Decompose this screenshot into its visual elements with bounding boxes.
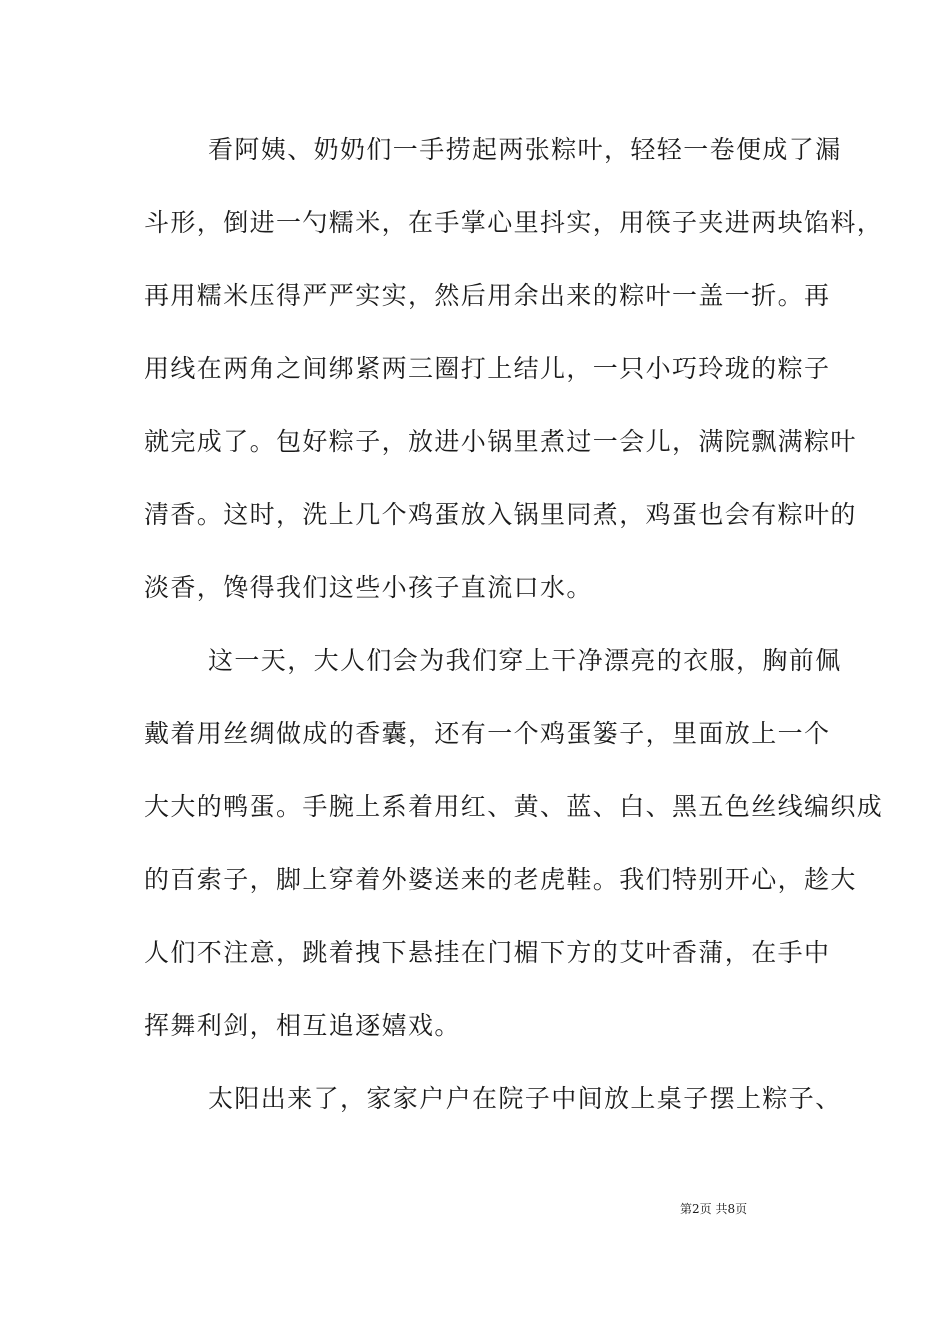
text-line: 再用糯米压得严严实实，然后用余出来的粽叶一盖一折。再 [144,281,831,310]
text-line: 人们不注意，跳着拽下悬挂在门楣下方的艾叶香蒲，在手中 [144,938,831,967]
text-line: 戴着用丝绸做成的香囊，还有一个鸡蛋篓子，里面放上一个 [144,719,831,748]
text-line: 用线在两角之间绑紧两三圈打上结儿，一只小巧玲珑的粽子 [144,354,831,383]
text-line: 大大的鸭蛋。手腕上系着用红、黄、蓝、白、黑五色丝线编织成 [144,792,884,821]
text-line: 这一天，大人们会为我们穿上干净漂亮的衣服，胸前佩 [208,646,842,675]
text-line: 斗形，倒进一勺糯米，在手掌心里抖实，用筷子夹进两块馅料， [144,208,884,237]
text-line: 淡香，馋得我们这些小孩子直流口水。 [144,573,593,602]
text-line: 挥舞利剑，相互追逐嬉戏。 [144,1011,461,1040]
page-number-footer: 第2页 共8页 [680,1202,748,1216]
text-line: 清香。这时，洗上几个鸡蛋放入锅里同煮，鸡蛋也会有粽叶的 [144,500,857,529]
text-line: 看阿姨、奶奶们一手捞起两张粽叶，轻轻一卷便成了漏 [208,135,842,164]
text-line: 的百索子，脚上穿着外婆送来的老虎鞋。我们特别开心，趁大 [144,865,857,894]
text-line: 就完成了。包好粽子，放进小锅里煮过一会儿，满院飘满粽叶 [144,427,857,456]
text-line: 太阳出来了，家家户户在院子中间放上桌子摆上粽子、 [208,1084,842,1113]
